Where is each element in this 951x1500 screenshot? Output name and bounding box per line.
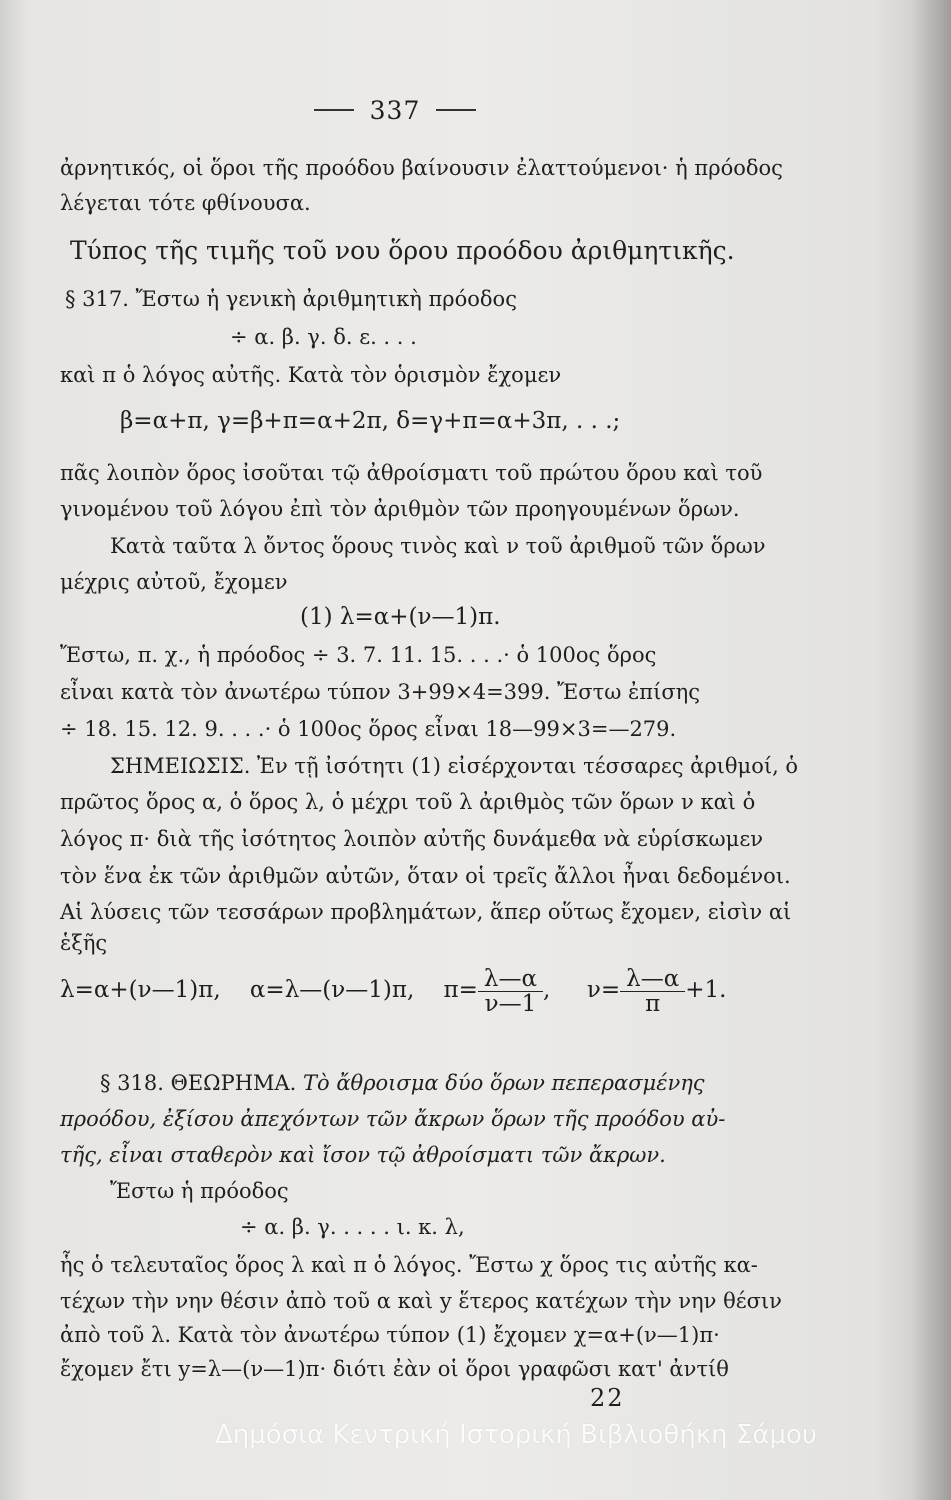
solution-alpha: α=λ—(ν—1)π, [249,977,415,1003]
signature-mark: 22 [590,1384,625,1412]
page-number-right-rule [436,109,476,111]
solution-pi-lhs: π= [443,977,478,1003]
text-line: § 317. Ἔστω ἡ γενικὴ ἀριθμητικὴ πρόοδος [65,287,517,311]
solution-nu-fraction [620,967,685,1016]
text-line: Ἔστω, π. χ., ἡ πρόοδος ÷ 3. 7. 11. 15. . . .· ὁ 100ος ὅρος [60,643,657,667]
fraction-numerator: λ—α [620,967,685,992]
text-line: Κατὰ ταῦτα λ ὄντος ὅρους τινὸς καὶ ν τοῦ ἀριθμοῦ τῶν ὅρων [110,534,766,558]
text-line: γινομένου τοῦ λόγου ἐπὶ τὸν ἀριθμὸν τῶν προηγουμένων ὅρων. [60,497,740,521]
text-line: ἧς ὁ τελευταῖος ὅρος λ καὶ π ὁ λόγος. Ἔστω χ ὅρος τις αὐτῆς κα- [60,1253,758,1277]
solution-pi-tail: , [543,977,551,1003]
progression-display: ÷ α. β. γ. . . . . ι. κ. λ, [240,1215,465,1239]
solution-pi-fraction [478,967,543,1016]
text-line: πᾶς λοιπὸν ὅρος ἰσοῦται τῷ ἀθροίσματι τοῦ πρώτου ὅρου καὶ τοῦ [60,461,763,485]
text-line: μέχρις αὐτοῦ, ἔχομεν [60,570,288,594]
solutions-formula-row [60,960,726,1020]
text-line: ἔχομεν ἔτι y=λ—(ν—1)π· διότι ἐὰν οἱ ὅροι γραφῶσι κατ' ἀντίθ [60,1357,729,1381]
text-line: καὶ π ὁ λόγος αὐτῆς. Κατὰ τὸν ὁρισμὸν ἔχομεν [60,363,562,387]
theorem-first-line [100,1070,705,1096]
library-watermark: Δημόσια Κεντρική Ιστορική Βιβλιοθήκη Σάμου [215,1420,817,1450]
fraction-denominator: ν—1 [484,990,537,1017]
text-line: Ἔστω ἡ πρόοδος [110,1179,289,1203]
theorem-label: § 318. ΘΕΩΡΗΜΑ. [100,1071,297,1095]
text-line: ἀρνητικός, οἱ ὅροι τῆς προόδου βαίνουσιν ἐλαττούμενοι· ἡ πρόοδος [60,156,783,180]
text-line: ἀπὸ τοῦ λ. Κατὰ τὸν ἀνωτέρω τύπον (1) ἔχομεν χ=α+(ν—1)π· [60,1323,720,1347]
theorem-text: προόδου, ἐξίσου ἀπεχόντων τῶν ἄκρων ὅρων τῆς προόδου αὐ- [60,1107,726,1131]
theorem-text: τῆς, εἶναι σταθερὸν καὶ ἴσον τῷ ἀθροίσματι τῶν ἄκρων. [60,1143,666,1167]
formula-line: β=α+π, γ=β+π=α+2π, δ=γ+π=α+3π, . . .; [120,408,621,434]
text-line: ἑξῆς [60,931,108,955]
text-line: ÷ 18. 15. 12. 9. . . .· ὁ 100ος ὅρος εἶναι 18—99×3=—279. [60,717,677,741]
progression-display: ÷ α. β. γ. δ. ε. . . . [230,325,417,349]
text-line: λόγος π· διὰ τῆς ἰσότητος λοιπὸν αὐτῆς δυνάμεθα νὰ εὑρίσκωμεν [60,827,763,851]
note-line: ΣΗΜΕΙΩΣΙΣ. Ἐν τῇ ἰσότητι (1) εἰσέρχονται τέσσαρες ἀριθμοί, ὁ [110,754,799,778]
text-line: τέχων τὴν νην θέσιν ἀπὸ τοῦ α καὶ y ἕτερος κατέχων τὴν νην θέσιν [60,1289,782,1313]
text-line: εἶναι κατὰ τὸν ἀνωτέρω τύπον 3+99×4=399. Ἔστω ἐπίσης [60,680,701,704]
solution-nu-tail: +1. [685,977,727,1003]
section-heading: Τύπος τῆς τιμῆς τοῦ νου ὅρου προόδου ἀριθμητικῆς. [70,236,735,265]
solution-nu-lhs: ν= [586,977,621,1003]
fraction-numerator: λ—α [478,967,543,992]
solution-lambda: λ=α+(ν—1)π, [60,977,221,1003]
fraction-denominator: π [645,990,661,1017]
text-line: λέγεται τότε φθίνουσα. [60,191,311,215]
page-number-text: 337 [369,96,421,125]
page-number-left-rule [314,109,354,111]
text-line: Αἱ λύσεις τῶν τεσσάρων προβλημάτων, ἅπερ οὕτως ἔχομεν, εἰσὶν αἱ [60,900,792,924]
text-line: πρῶτος ὅρος α, ὁ ὅρος λ, ὁ μέχρι τοῦ λ ἀριθμὸς τῶν ὅρων ν καὶ ὁ [60,790,756,814]
page-spine-shadow [911,0,951,1500]
equation-1: (1) λ=α+(ν—1)π. [300,604,501,630]
text-line: τὸν ἕνα ἐκ τῶν ἀριθμῶν αὐτῶν, ὅταν οἱ τρεῖς ἄλλοι ἦναι δεδομένοι. [60,864,791,888]
theorem-text: Τὸ ἄθροισμα δύο ὅρων πεπερασμένης [303,1071,705,1095]
page-number [300,96,490,125]
